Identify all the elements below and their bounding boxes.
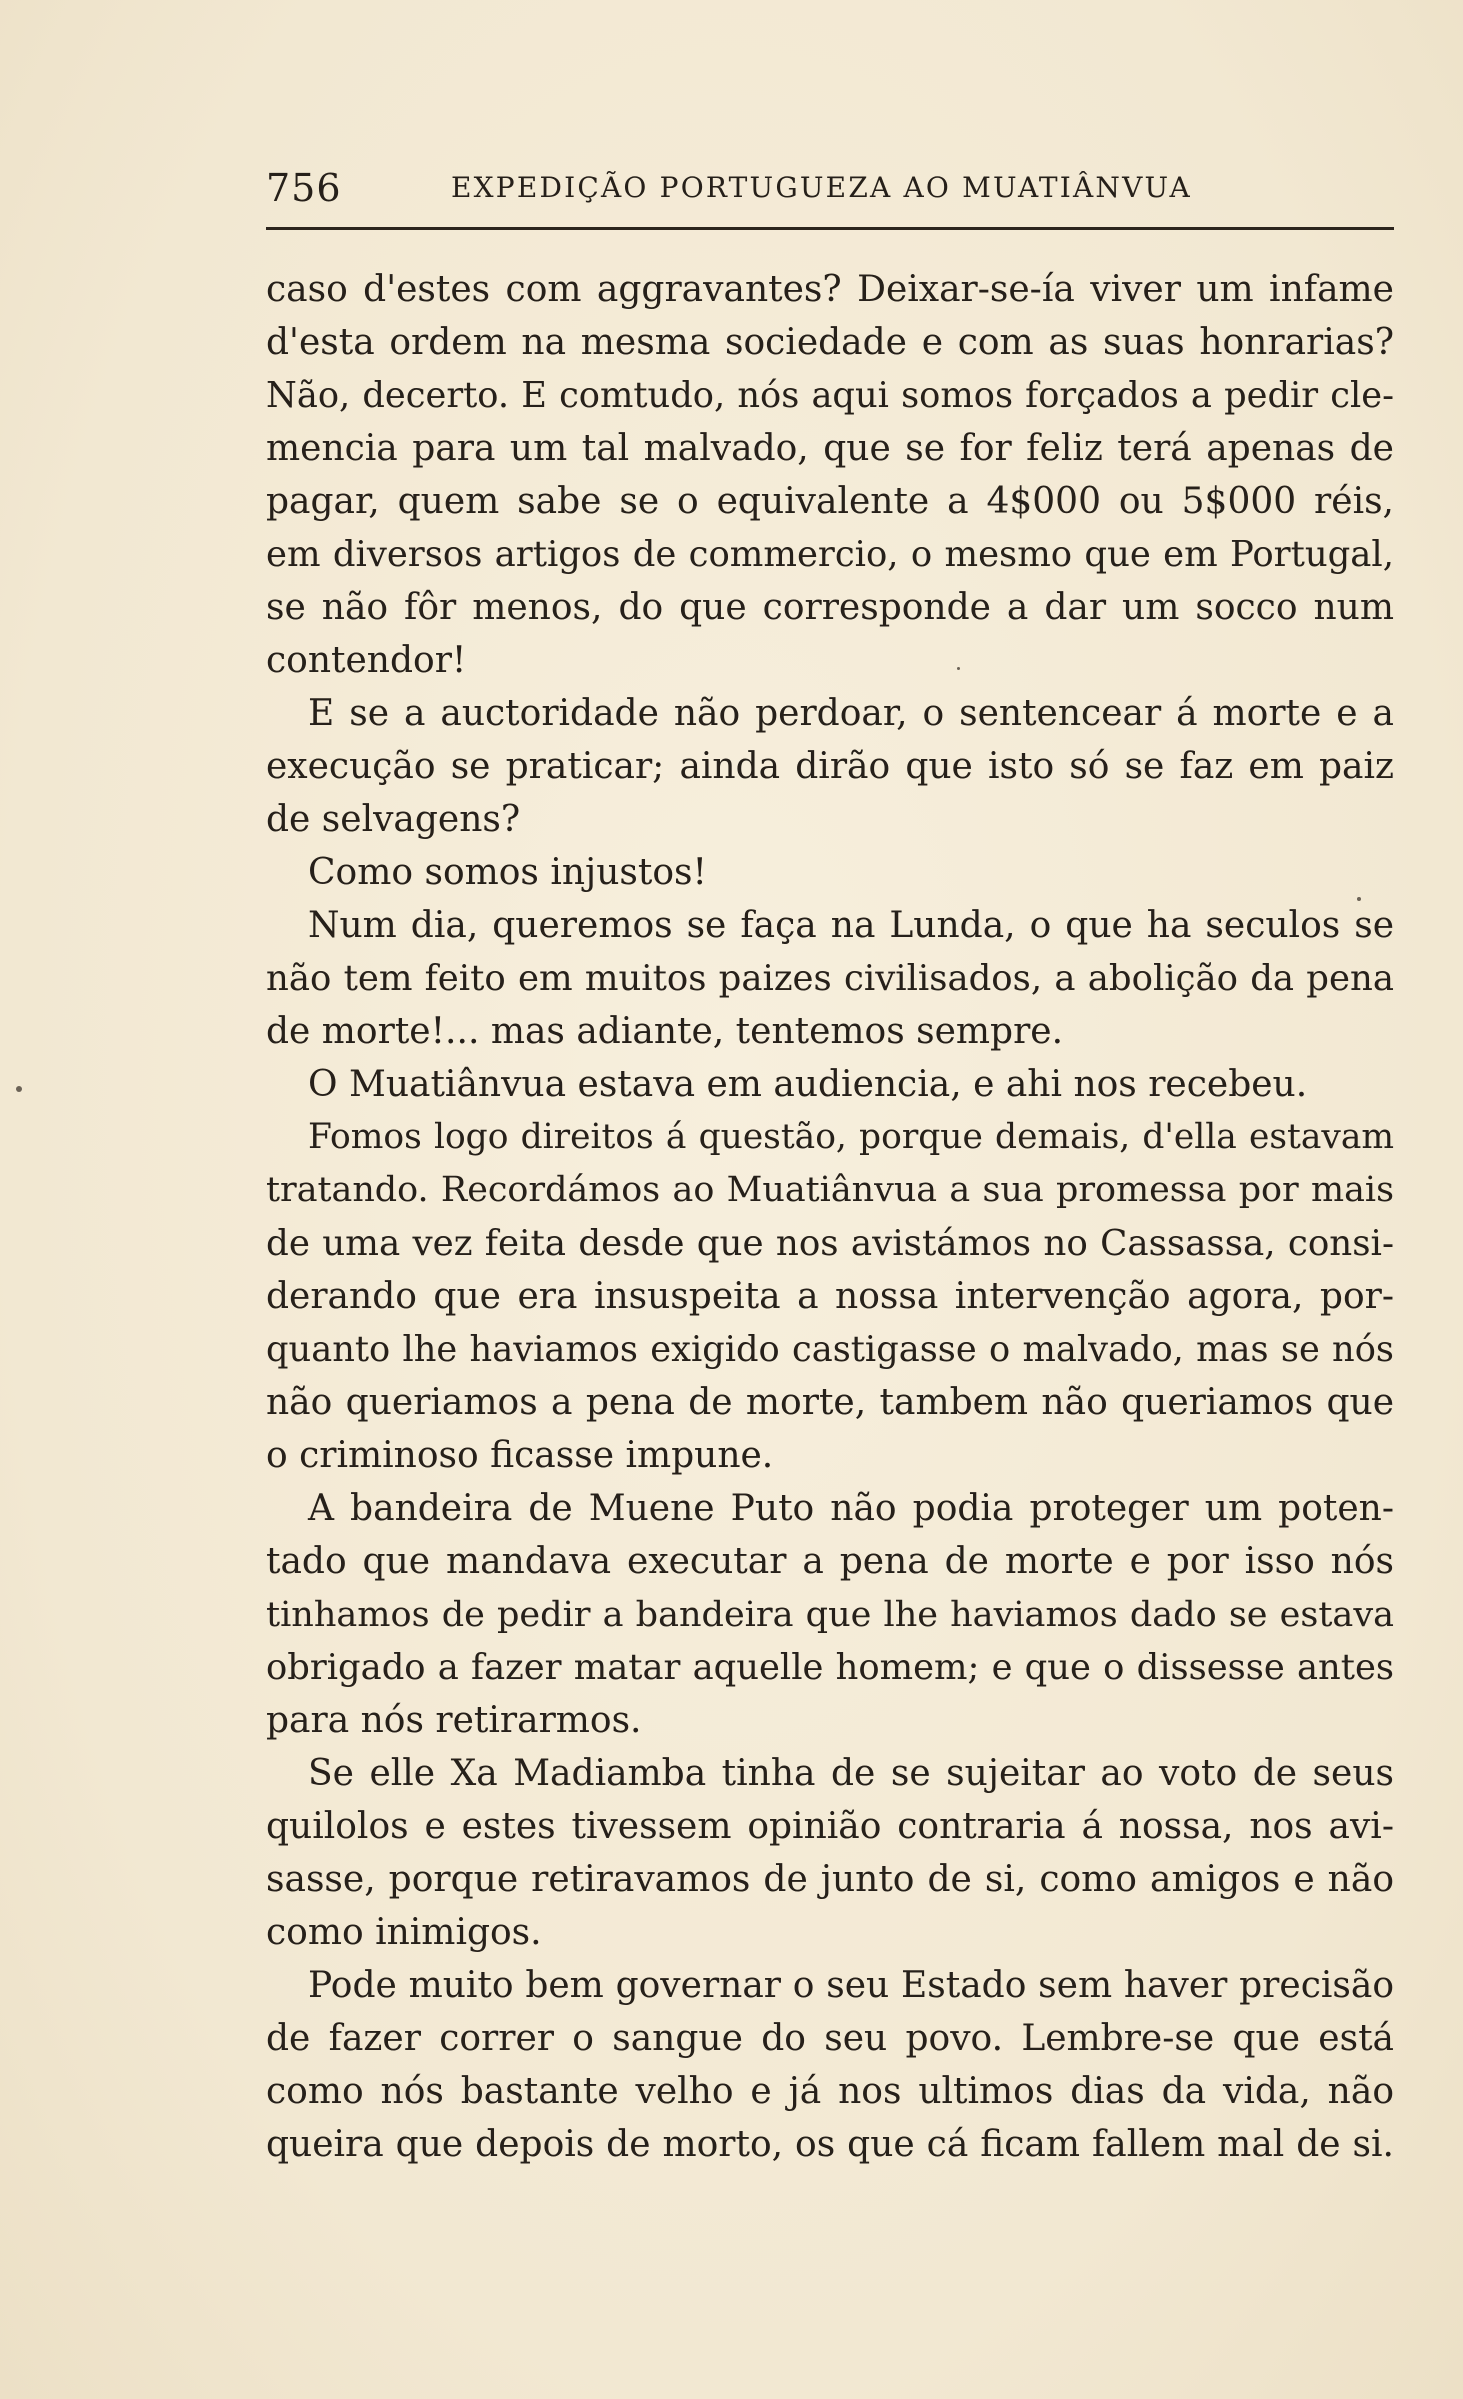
text-line: Se elle Xa Madiamba tinha de se sujeitar ao voto de seus: [308, 1753, 1394, 1794]
text-line: mencia para um tal malvado, que se for feliz terá apenas de: [266, 428, 1394, 469]
margin-speck: [16, 1086, 22, 1092]
text-line: Como somos injustos!: [308, 852, 707, 893]
text-line: tinhamos de pedir a bandeira que lhe haviamos dado se estava: [266, 1594, 1394, 1635]
text-line: não tem feito em muitos paizes civilisados, a abolição da pena: [266, 958, 1394, 999]
text-line: para nós retirarmos.: [266, 1700, 642, 1741]
text-line: Não, decerto. E comtudo, nós aqui somos forçados a pedir cle-: [266, 375, 1394, 416]
text-line: O Muatiânvua estava em audiencia, e ahi nos recebeu.: [308, 1064, 1308, 1105]
text-line: como inimigos.: [266, 1912, 542, 1953]
text-line: E se a auctoridade não perdoar, o sentencear á morte e a: [308, 693, 1394, 734]
margin-speck: [1357, 897, 1361, 901]
text-line: quanto lhe haviamos exigido castigasse o malvado, mas se nós: [266, 1329, 1394, 1370]
text-line: d'esta ordem na mesma sociedade e com as suas honrarias?: [266, 322, 1394, 363]
text-line: obrigado a fazer matar aquelle homem; e que o dissesse antes: [266, 1647, 1394, 1688]
text-line: de morte!... mas adiante, tentemos sempre.: [266, 1011, 1064, 1052]
text-line: em diversos artigos de commercio, o mesmo que em Portugal,: [266, 534, 1394, 575]
text-line: derando que era insuspeita a nossa intervenção agora, por-: [266, 1276, 1394, 1317]
page-header: [266, 158, 1394, 218]
text-line: pagar, quem sabe se o equivalente a 4$000 ou 5$000 réis,: [266, 481, 1394, 522]
page-number: 756: [266, 166, 342, 210]
header-rule: [266, 227, 1394, 230]
text-line: Num dia, queremos se faça na Lunda, o que ha seculos se: [308, 905, 1394, 946]
text-line: de fazer correr o sangue do seu povo. Lembre-se que está: [266, 2018, 1394, 2059]
text-line: Pode muito bem governar o seu Estado sem haver precisão: [308, 1965, 1394, 2006]
text-line: de uma vez feita desde que nos avistámos no Cassassa, consi-: [266, 1223, 1394, 1264]
body-text: [266, 263, 1394, 2171]
text-line: queira que depois de morto, os que cá ficam fallem mal de si.: [266, 2124, 1394, 2165]
text-line: quilolos e estes tivessem opinião contraria á nossa, nos avi-: [266, 1806, 1394, 1847]
text-line: contendor!: [266, 640, 467, 681]
text-line: execução se praticar; ainda dirão que isto só se faz em paiz: [266, 746, 1394, 787]
text-line: como nós bastante velho e já nos ultimos dias da vida, não: [266, 2071, 1394, 2112]
text-line: se não fôr menos, do que corresponde a dar um socco num: [266, 587, 1394, 628]
text-line: Fomos logo direitos á questão, porque demais, d'ella estavam: [308, 1117, 1394, 1157]
text-line: tratando. Recordámos ao Muatiânvua a sua promessa por mais: [266, 1170, 1394, 1210]
text-line: não queriamos a pena de morte, tambem não queriamos que: [266, 1382, 1394, 1423]
text-line: de selvagens?: [266, 799, 521, 840]
text-line: o criminoso ficasse impune.: [266, 1435, 774, 1476]
text-line: caso d'estes com aggravantes? Deixar-se-ía viver um infame: [266, 269, 1394, 310]
text-line: sasse, porque retiravamos de junto de si, como amigos e não: [266, 1859, 1394, 1900]
running-title: EXPEDIÇÃO PORTUGUEZA AO MUATIÂNVUA: [451, 171, 1192, 204]
text-line: A bandeira de Muene Puto não podia proteger um poten-: [308, 1488, 1394, 1529]
page-speck: [957, 667, 960, 670]
text-line: tado que mandava executar a pena de morte e por isso nós: [266, 1541, 1394, 1582]
